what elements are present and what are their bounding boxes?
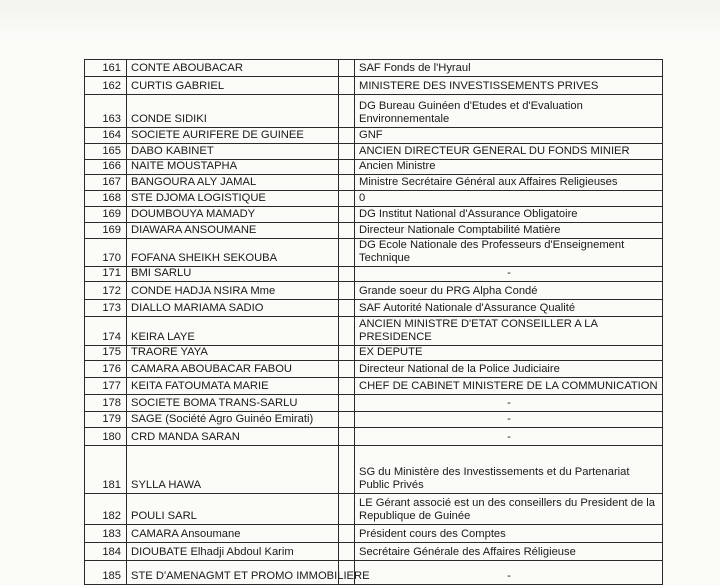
spacer-cell [339,60,355,77]
table-row [85,561,663,585]
row-number: 173 [85,300,127,317]
row-name: CONDE SIDIKI [127,95,339,128]
table-row [85,525,663,543]
row-number: 179 [85,412,127,428]
row-number: 168 [85,191,127,207]
row-description: EX DEPUTE [355,346,663,361]
spacer-cell [339,525,355,543]
row-number: 162 [85,77,127,95]
row-description: SAF Autorité Nationale d'Assurance Qualité [355,300,663,317]
row-number: 177 [85,378,127,395]
spacer-cell [339,543,355,561]
row-number: 161 [85,60,127,77]
table-row [85,267,663,282]
table-row [85,60,663,77]
table-row [85,446,663,494]
row-name: FOFANA SHEIKH SEKOUBA [127,239,339,267]
row-number: 181 [85,446,127,494]
spacer-cell [339,128,355,144]
row-number: 164 [85,128,127,144]
row-number: 184 [85,543,127,561]
row-name: STE D'AMENAGMT ET PROMO IMMOBILIERE [127,561,339,585]
row-name: DABO KABINET [127,144,339,160]
spacer-cell [339,346,355,361]
table-row [85,395,663,412]
row-description: SG du Ministère des Investissements et du Partenariat Public Privés [355,446,663,494]
spacer-cell [339,378,355,395]
row-name: KEITA FATOUMATA MARIE [127,378,339,395]
row-description: ANCIEN DIRECTEUR GENERAL DU FONDS MINIER [355,144,663,160]
row-description: Secrétaire Générale des Affaires Réligieuse [355,543,663,561]
row-number: 176 [85,361,127,378]
row-description: SAF Fonds de l'Hyraul [355,60,663,77]
row-name: DIALLO MARIAMA SADIO [127,300,339,317]
row-number: 182 [85,494,127,525]
row-number: 171 [85,267,127,282]
row-number: 169 [85,223,127,239]
row-description: DG Institut National d'Assurance Obligatoire [355,207,663,223]
row-description: - [355,561,663,585]
table-row [85,361,663,378]
spacer-cell [339,95,355,128]
row-description: MINISTERE DES INVESTISSEMENTS PRIVES [355,77,663,95]
table-row [85,175,663,191]
spacer-cell [339,361,355,378]
table-row [85,378,663,395]
table-row [85,95,663,128]
spacer-cell [339,317,355,346]
row-name: CRD MANDA SARAN [127,428,339,446]
row-number: 172 [85,282,127,300]
spacer-cell [339,239,355,267]
row-name: DIAWARA ANSOUMANE [127,223,339,239]
spacer-cell [339,267,355,282]
row-description: Directeur National de la Police Judiciaire [355,361,663,378]
spacer-cell [339,160,355,175]
row-description: Directeur Nationale Comptabilité Matière [355,223,663,239]
spacer-cell [339,395,355,412]
row-name: DIOUBATE Elhadji Abdoul Karim [127,543,339,561]
table-row [85,346,663,361]
row-name: NAITE MOUSTAPHA [127,160,339,175]
row-name: POULI SARL [127,494,339,525]
spacer-cell [339,494,355,525]
row-description: - [355,428,663,446]
row-description: Ministre Secrétaire Général aux Affaires Religieuses [355,175,663,191]
row-description: 0 [355,191,663,207]
persons-table [84,59,663,585]
table-row [85,160,663,175]
row-number: 180 [85,428,127,446]
row-number: 174 [85,317,127,346]
row-description: LE Gérant associé est un des conseillers du President de la Republique de Guinée [355,494,663,525]
table-row [85,428,663,446]
row-name: CURTIS GABRIEL [127,77,339,95]
row-name: DOUMBOUYA MAMADY [127,207,339,223]
row-description: Président cours des Comptes [355,525,663,543]
row-description: - [355,395,663,412]
row-name: KEIRA LAYE [127,317,339,346]
row-description: ANCIEN MINISTRE D'ETAT CONSEILLER A LA PRESIDENCE [355,317,663,346]
table-row [85,282,663,300]
spacer-cell [339,144,355,160]
row-name: CAMARA ABOUBACAR FABOU [127,361,339,378]
row-description: Ancien Ministre [355,160,663,175]
row-description: DG Ecole Nationale des Professeurs d'Enseignement Technique [355,239,663,267]
table-row [85,543,663,561]
row-name: CONDE HADJA NSIRA Mme [127,282,339,300]
spacer-cell [339,223,355,239]
row-number: 175 [85,346,127,361]
row-name: SOCIETE BOMA TRANS-SARLU [127,395,339,412]
spacer-cell [339,428,355,446]
table-row [85,207,663,223]
row-name: BMI SARLU [127,267,339,282]
spacer-cell [339,446,355,494]
spacer-cell [339,412,355,428]
row-name: TRAORE YAYA [127,346,339,361]
table-row [85,77,663,95]
row-number: 185 [85,561,127,585]
row-number: 169 [85,207,127,223]
row-number: 167 [85,175,127,191]
spacer-cell [339,207,355,223]
row-number: 166 [85,160,127,175]
spacer-cell [339,175,355,191]
table-row [85,494,663,525]
row-name: SAGE (Société Agro Guinéo Emirati) [127,412,339,428]
table-row [85,412,663,428]
row-description: CHEF DE CABINET MINISTERE DE LA COMMUNICATION [355,378,663,395]
row-description: DG Bureau Guinéen d'Etudes et d'Evaluation Environnementale [355,95,663,128]
table-row [85,144,663,160]
spacer-cell [339,300,355,317]
table-row [85,191,663,207]
table-row [85,300,663,317]
spacer-cell [339,282,355,300]
row-number: 163 [85,95,127,128]
table-row [85,239,663,267]
row-name: STE DJOMA LOGISTIQUE [127,191,339,207]
table-row [85,223,663,239]
row-description: - [355,412,663,428]
spacer-cell [339,191,355,207]
row-description: Grande soeur du PRG Alpha Condé [355,282,663,300]
row-name: SYLLA HAWA [127,446,339,494]
row-number: 170 [85,239,127,267]
table-body [85,60,663,585]
row-name: BANGOURA ALY JAMAL [127,175,339,191]
row-description: GNF [355,128,663,144]
row-number: 183 [85,525,127,543]
row-name: CAMARA Ansoumane [127,525,339,543]
row-name: CONTE ABOUBACAR [127,60,339,77]
row-name: SOCIETE AURIFERE DE GUINEE [127,128,339,144]
row-number: 178 [85,395,127,412]
table-row [85,317,663,346]
row-description: - [355,267,663,282]
spacer-cell [339,77,355,95]
table-row [85,128,663,144]
row-number: 165 [85,144,127,160]
